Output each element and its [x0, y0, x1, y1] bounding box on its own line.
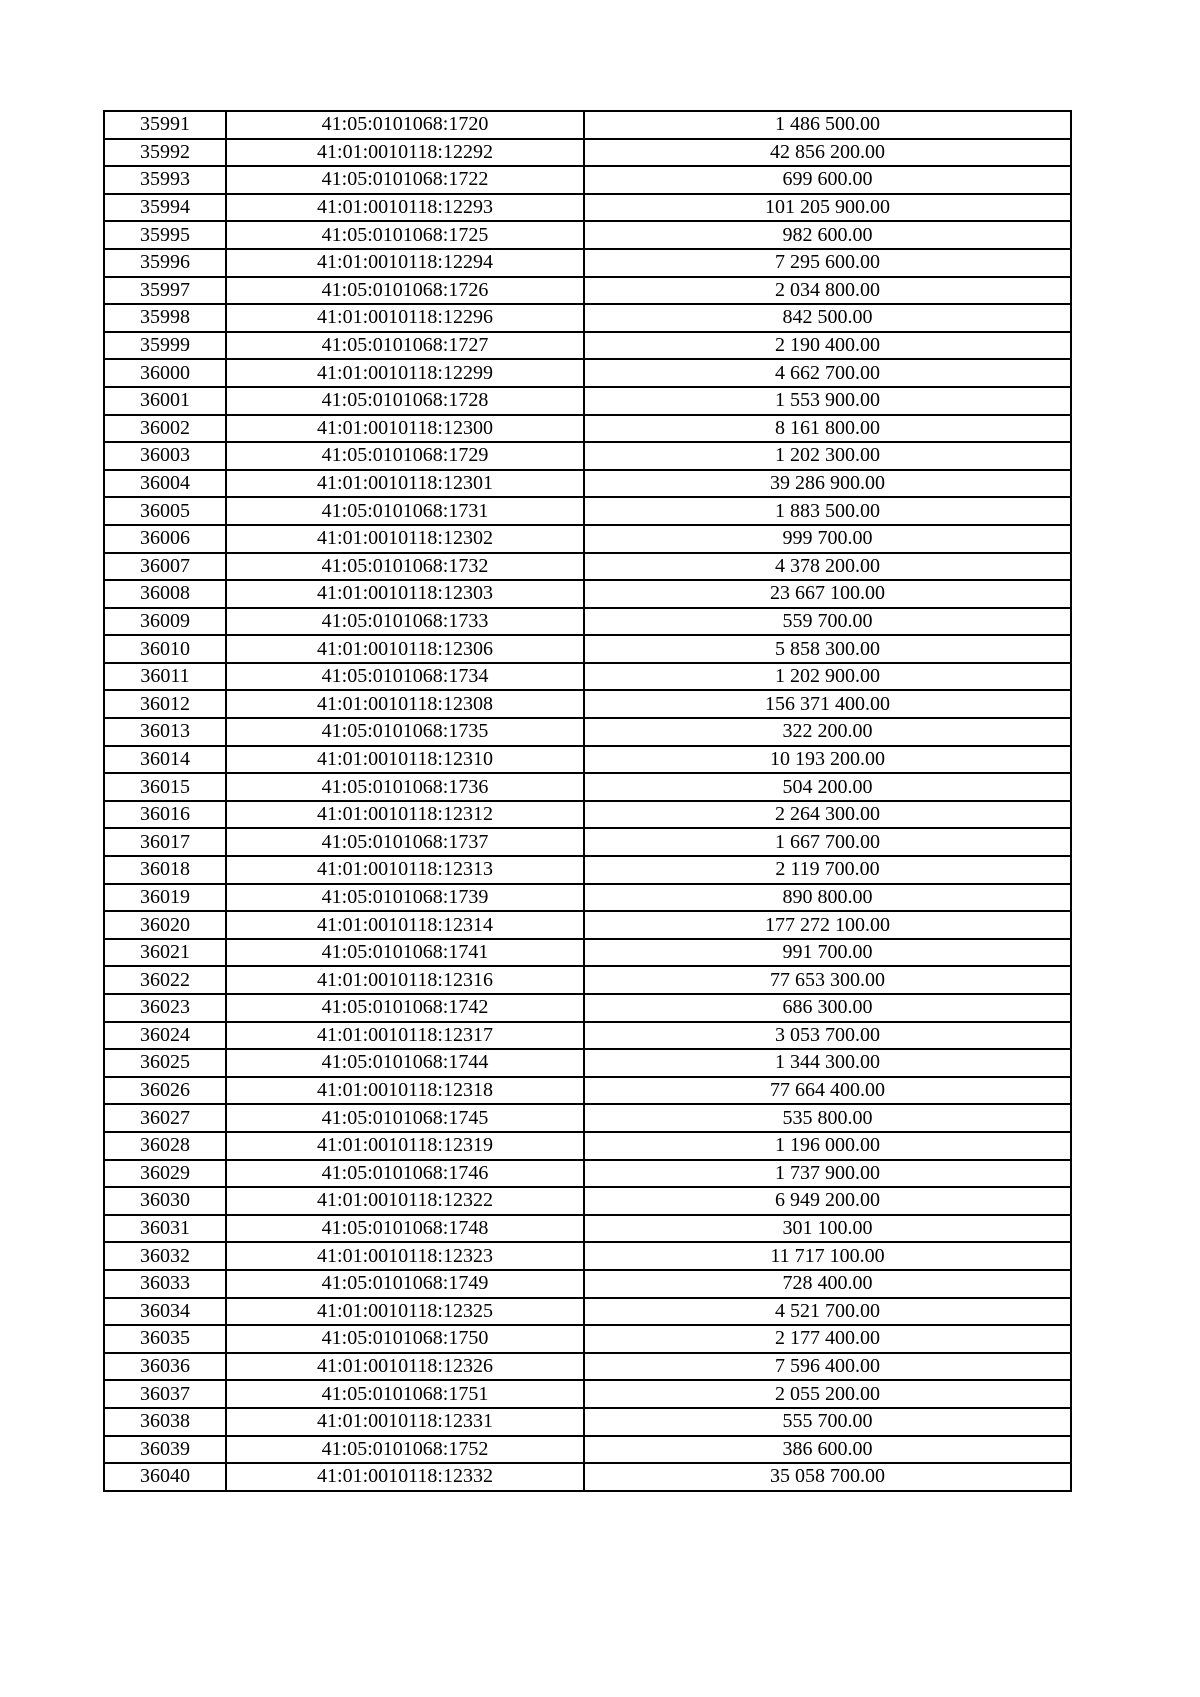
- cadastral-value-cell: 982 600.00: [584, 221, 1071, 249]
- row-number-cell: 36020: [104, 911, 226, 939]
- row-number-cell: 36035: [104, 1325, 226, 1353]
- cadastral-number-cell: 41:05:0101068:1726: [226, 277, 584, 305]
- table-row: [104, 277, 1071, 305]
- table-row: [104, 580, 1071, 608]
- cadastral-number-cell: 41:01:0010118:12314: [226, 911, 584, 939]
- row-number-cell: 36032: [104, 1242, 226, 1270]
- cadastral-value-cell: 4 521 700.00: [584, 1298, 1071, 1326]
- table-row: [104, 553, 1071, 581]
- cadastral-value-cell: 1 344 300.00: [584, 1049, 1071, 1077]
- cadastral-number-cell: 41:01:0010118:12300: [226, 415, 584, 443]
- cadastral-value-cell: 1 883 500.00: [584, 497, 1071, 525]
- row-number-cell: 36002: [104, 415, 226, 443]
- cadastral-value-cell: 7 596 400.00: [584, 1353, 1071, 1381]
- table-row: [104, 221, 1071, 249]
- table-row: [104, 994, 1071, 1022]
- table-row: [104, 166, 1071, 194]
- cadastral-value-cell: 2 034 800.00: [584, 277, 1071, 305]
- cadastral-value-cell: 555 700.00: [584, 1408, 1071, 1436]
- cadastral-value-cell: 699 600.00: [584, 166, 1071, 194]
- cadastral-number-cell: 41:01:0010118:12331: [226, 1408, 584, 1436]
- cadastral-value-cell: 842 500.00: [584, 304, 1071, 332]
- table-row: [104, 1298, 1071, 1326]
- cadastral-number-cell: 41:01:0010118:12292: [226, 139, 584, 167]
- cadastral-number-cell: 41:05:0101068:1731: [226, 497, 584, 525]
- row-number-cell: 36003: [104, 442, 226, 470]
- cadastral-value-cell: 5 858 300.00: [584, 635, 1071, 663]
- row-number-cell: 36031: [104, 1215, 226, 1243]
- cadastral-number-cell: 41:01:0010118:12294: [226, 249, 584, 277]
- cadastral-number-cell: 41:05:0101068:1748: [226, 1215, 584, 1243]
- cadastral-value-cell: 1 486 500.00: [584, 111, 1071, 139]
- cadastral-number-cell: 41:01:0010118:12326: [226, 1353, 584, 1381]
- cadastral-value-cell: 2 119 700.00: [584, 856, 1071, 884]
- row-number-cell: 35998: [104, 304, 226, 332]
- table-row: [104, 1049, 1071, 1077]
- cadastral-number-cell: 41:05:0101068:1720: [226, 111, 584, 139]
- cadastral-number-cell: 41:05:0101068:1733: [226, 608, 584, 636]
- table-row: [104, 1325, 1071, 1353]
- table-row: [104, 1215, 1071, 1243]
- table-row: [104, 884, 1071, 912]
- cadastral-number-cell: 41:01:0010118:12316: [226, 966, 584, 994]
- cadastral-value-cell: 177 272 100.00: [584, 911, 1071, 939]
- table-row: [104, 690, 1071, 718]
- cadastral-value-cell: 559 700.00: [584, 608, 1071, 636]
- row-number-cell: 35999: [104, 332, 226, 360]
- cadastral-number-cell: 41:01:0010118:12301: [226, 470, 584, 498]
- row-number-cell: 36013: [104, 718, 226, 746]
- cadastral-value-cell: 3 053 700.00: [584, 1022, 1071, 1050]
- cadastral-number-cell: 41:05:0101068:1749: [226, 1270, 584, 1298]
- row-number-cell: 36005: [104, 497, 226, 525]
- cadastral-value-cell: 991 700.00: [584, 939, 1071, 967]
- table-row: [104, 939, 1071, 967]
- table-row: [104, 718, 1071, 746]
- cadastral-number-cell: 41:05:0101068:1735: [226, 718, 584, 746]
- row-number-cell: 36008: [104, 580, 226, 608]
- cadastral-number-cell: 41:05:0101068:1722: [226, 166, 584, 194]
- cadastral-value-cell: 1 202 900.00: [584, 663, 1071, 691]
- cadastral-value-cell: 999 700.00: [584, 525, 1071, 553]
- table-row: [104, 470, 1071, 498]
- cadastral-value-cell: 77 653 300.00: [584, 966, 1071, 994]
- cadastral-value-cell: 2 055 200.00: [584, 1380, 1071, 1408]
- cadastral-value-cell: 2 177 400.00: [584, 1325, 1071, 1353]
- cadastral-value-cell: 35 058 700.00: [584, 1463, 1071, 1491]
- table-row: [104, 1104, 1071, 1132]
- cadastral-value-cell: 11 717 100.00: [584, 1242, 1071, 1270]
- row-number-cell: 36028: [104, 1132, 226, 1160]
- cadastral-value-table: [103, 110, 1072, 1492]
- row-number-cell: 36024: [104, 1022, 226, 1050]
- row-number-cell: 36009: [104, 608, 226, 636]
- row-number-cell: 35992: [104, 139, 226, 167]
- cadastral-value-cell: 42 856 200.00: [584, 139, 1071, 167]
- table-row: [104, 1242, 1071, 1270]
- cadastral-value-cell: 890 800.00: [584, 884, 1071, 912]
- row-number-cell: 36026: [104, 1077, 226, 1105]
- cadastral-number-cell: 41:01:0010118:12299: [226, 359, 584, 387]
- row-number-cell: 36021: [104, 939, 226, 967]
- cadastral-value-cell: 39 286 900.00: [584, 470, 1071, 498]
- cadastral-value-cell: 1 667 700.00: [584, 828, 1071, 856]
- cadastral-number-cell: 41:05:0101068:1737: [226, 828, 584, 856]
- table-row: [104, 1463, 1071, 1491]
- table-row: [104, 249, 1071, 277]
- table-row: [104, 1022, 1071, 1050]
- cadastral-value-cell: 504 200.00: [584, 773, 1071, 801]
- cadastral-value-cell: 101 205 900.00: [584, 194, 1071, 222]
- cadastral-value-cell: 2 190 400.00: [584, 332, 1071, 360]
- cadastral-number-cell: 41:01:0010118:12302: [226, 525, 584, 553]
- row-number-cell: 36000: [104, 359, 226, 387]
- cadastral-value-cell: 4 662 700.00: [584, 359, 1071, 387]
- cadastral-value-cell: 2 264 300.00: [584, 801, 1071, 829]
- cadastral-number-cell: 41:05:0101068:1729: [226, 442, 584, 470]
- table-row: [104, 966, 1071, 994]
- table-row: [104, 1436, 1071, 1464]
- cadastral-value-cell: 10 193 200.00: [584, 746, 1071, 774]
- cadastral-number-cell: 41:05:0101068:1727: [226, 332, 584, 360]
- cadastral-number-cell: 41:01:0010118:12323: [226, 1242, 584, 1270]
- cadastral-value-cell: 6 949 200.00: [584, 1187, 1071, 1215]
- table-row: [104, 194, 1071, 222]
- row-number-cell: 36022: [104, 966, 226, 994]
- table-row: [104, 1160, 1071, 1188]
- cadastral-number-cell: 41:01:0010118:12319: [226, 1132, 584, 1160]
- table-row: [104, 387, 1071, 415]
- row-number-cell: 36010: [104, 635, 226, 663]
- row-number-cell: 36016: [104, 801, 226, 829]
- row-number-cell: 36019: [104, 884, 226, 912]
- row-number-cell: 35994: [104, 194, 226, 222]
- cadastral-value-cell: 1 196 000.00: [584, 1132, 1071, 1160]
- cadastral-number-cell: 41:01:0010118:12308: [226, 690, 584, 718]
- row-number-cell: 36018: [104, 856, 226, 884]
- cadastral-number-cell: 41:01:0010118:12317: [226, 1022, 584, 1050]
- cadastral-value-cell: 1 553 900.00: [584, 387, 1071, 415]
- table-row: [104, 525, 1071, 553]
- cadastral-value-cell: 156 371 400.00: [584, 690, 1071, 718]
- table-row: [104, 1353, 1071, 1381]
- cadastral-number-cell: 41:05:0101068:1750: [226, 1325, 584, 1353]
- cadastral-number-cell: 41:05:0101068:1734: [226, 663, 584, 691]
- row-number-cell: 36014: [104, 746, 226, 774]
- cadastral-number-cell: 41:05:0101068:1739: [226, 884, 584, 912]
- cadastral-value-cell: 8 161 800.00: [584, 415, 1071, 443]
- row-number-cell: 36011: [104, 663, 226, 691]
- table-row: [104, 332, 1071, 360]
- cadastral-value-cell: 1 202 300.00: [584, 442, 1071, 470]
- cadastral-number-cell: 41:01:0010118:12306: [226, 635, 584, 663]
- cadastral-number-cell: 41:05:0101068:1736: [226, 773, 584, 801]
- table-row: [104, 1380, 1071, 1408]
- cadastral-number-cell: 41:05:0101068:1752: [226, 1436, 584, 1464]
- cadastral-number-cell: 41:05:0101068:1728: [226, 387, 584, 415]
- table-row: [104, 1408, 1071, 1436]
- cadastral-number-cell: 41:01:0010118:12325: [226, 1298, 584, 1326]
- row-number-cell: 36027: [104, 1104, 226, 1132]
- table-row: [104, 497, 1071, 525]
- cadastral-number-cell: 41:01:0010118:12293: [226, 194, 584, 222]
- table-row: [104, 1187, 1071, 1215]
- cadastral-number-cell: 41:05:0101068:1725: [226, 221, 584, 249]
- cadastral-number-cell: 41:01:0010118:12313: [226, 856, 584, 884]
- cadastral-value-cell: 535 800.00: [584, 1104, 1071, 1132]
- cadastral-number-cell: 41:01:0010118:12318: [226, 1077, 584, 1105]
- row-number-cell: 35996: [104, 249, 226, 277]
- cadastral-value-cell: 686 300.00: [584, 994, 1071, 1022]
- cadastral-value-cell: 301 100.00: [584, 1215, 1071, 1243]
- row-number-cell: 36034: [104, 1298, 226, 1326]
- cadastral-value-cell: 322 200.00: [584, 718, 1071, 746]
- table-row: [104, 746, 1071, 774]
- table-row: [104, 304, 1071, 332]
- cadastral-number-cell: 41:05:0101068:1744: [226, 1049, 584, 1077]
- row-number-cell: 36006: [104, 525, 226, 553]
- table-row: [104, 801, 1071, 829]
- table-row: [104, 856, 1071, 884]
- table-row: [104, 359, 1071, 387]
- row-number-cell: 36038: [104, 1408, 226, 1436]
- table-row: [104, 111, 1071, 139]
- cadastral-number-cell: 41:01:0010118:12312: [226, 801, 584, 829]
- row-number-cell: 36004: [104, 470, 226, 498]
- row-number-cell: 36033: [104, 1270, 226, 1298]
- cadastral-number-cell: 41:05:0101068:1745: [226, 1104, 584, 1132]
- table-row: [104, 635, 1071, 663]
- table-row: [104, 608, 1071, 636]
- row-number-cell: 36007: [104, 553, 226, 581]
- table-row: [104, 415, 1071, 443]
- cadastral-number-cell: 41:01:0010118:12296: [226, 304, 584, 332]
- table-row: [104, 1132, 1071, 1160]
- table-row: [104, 773, 1071, 801]
- table-row: [104, 139, 1071, 167]
- cadastral-number-cell: 41:01:0010118:12310: [226, 746, 584, 774]
- table-row: [104, 1270, 1071, 1298]
- row-number-cell: 36029: [104, 1160, 226, 1188]
- table-row: [104, 663, 1071, 691]
- table-row: [104, 828, 1071, 856]
- cadastral-number-cell: 41:05:0101068:1746: [226, 1160, 584, 1188]
- cadastral-value-cell: 77 664 400.00: [584, 1077, 1071, 1105]
- cadastral-value-cell: 386 600.00: [584, 1436, 1071, 1464]
- row-number-cell: 36040: [104, 1463, 226, 1491]
- cadastral-number-cell: 41:05:0101068:1751: [226, 1380, 584, 1408]
- cadastral-value-cell: 1 737 900.00: [584, 1160, 1071, 1188]
- cadastral-number-cell: 41:01:0010118:12332: [226, 1463, 584, 1491]
- row-number-cell: 35995: [104, 221, 226, 249]
- cadastral-value-cell: 728 400.00: [584, 1270, 1071, 1298]
- row-number-cell: 36017: [104, 828, 226, 856]
- row-number-cell: 36036: [104, 1353, 226, 1381]
- table-row: [104, 1077, 1071, 1105]
- cadastral-number-cell: 41:01:0010118:12322: [226, 1187, 584, 1215]
- row-number-cell: 35993: [104, 166, 226, 194]
- table-body: [104, 111, 1071, 1491]
- row-number-cell: 36039: [104, 1436, 226, 1464]
- cadastral-value-cell: 4 378 200.00: [584, 553, 1071, 581]
- row-number-cell: 36001: [104, 387, 226, 415]
- cadastral-value-cell: 23 667 100.00: [584, 580, 1071, 608]
- table-row: [104, 911, 1071, 939]
- cadastral-number-cell: 41:05:0101068:1732: [226, 553, 584, 581]
- row-number-cell: 35991: [104, 111, 226, 139]
- row-number-cell: 36015: [104, 773, 226, 801]
- row-number-cell: 35997: [104, 277, 226, 305]
- row-number-cell: 36023: [104, 994, 226, 1022]
- row-number-cell: 36030: [104, 1187, 226, 1215]
- row-number-cell: 36012: [104, 690, 226, 718]
- cadastral-number-cell: 41:05:0101068:1742: [226, 994, 584, 1022]
- cadastral-value-cell: 7 295 600.00: [584, 249, 1071, 277]
- table-row: [104, 442, 1071, 470]
- row-number-cell: 36025: [104, 1049, 226, 1077]
- cadastral-number-cell: 41:01:0010118:12303: [226, 580, 584, 608]
- row-number-cell: 36037: [104, 1380, 226, 1408]
- cadastral-number-cell: 41:05:0101068:1741: [226, 939, 584, 967]
